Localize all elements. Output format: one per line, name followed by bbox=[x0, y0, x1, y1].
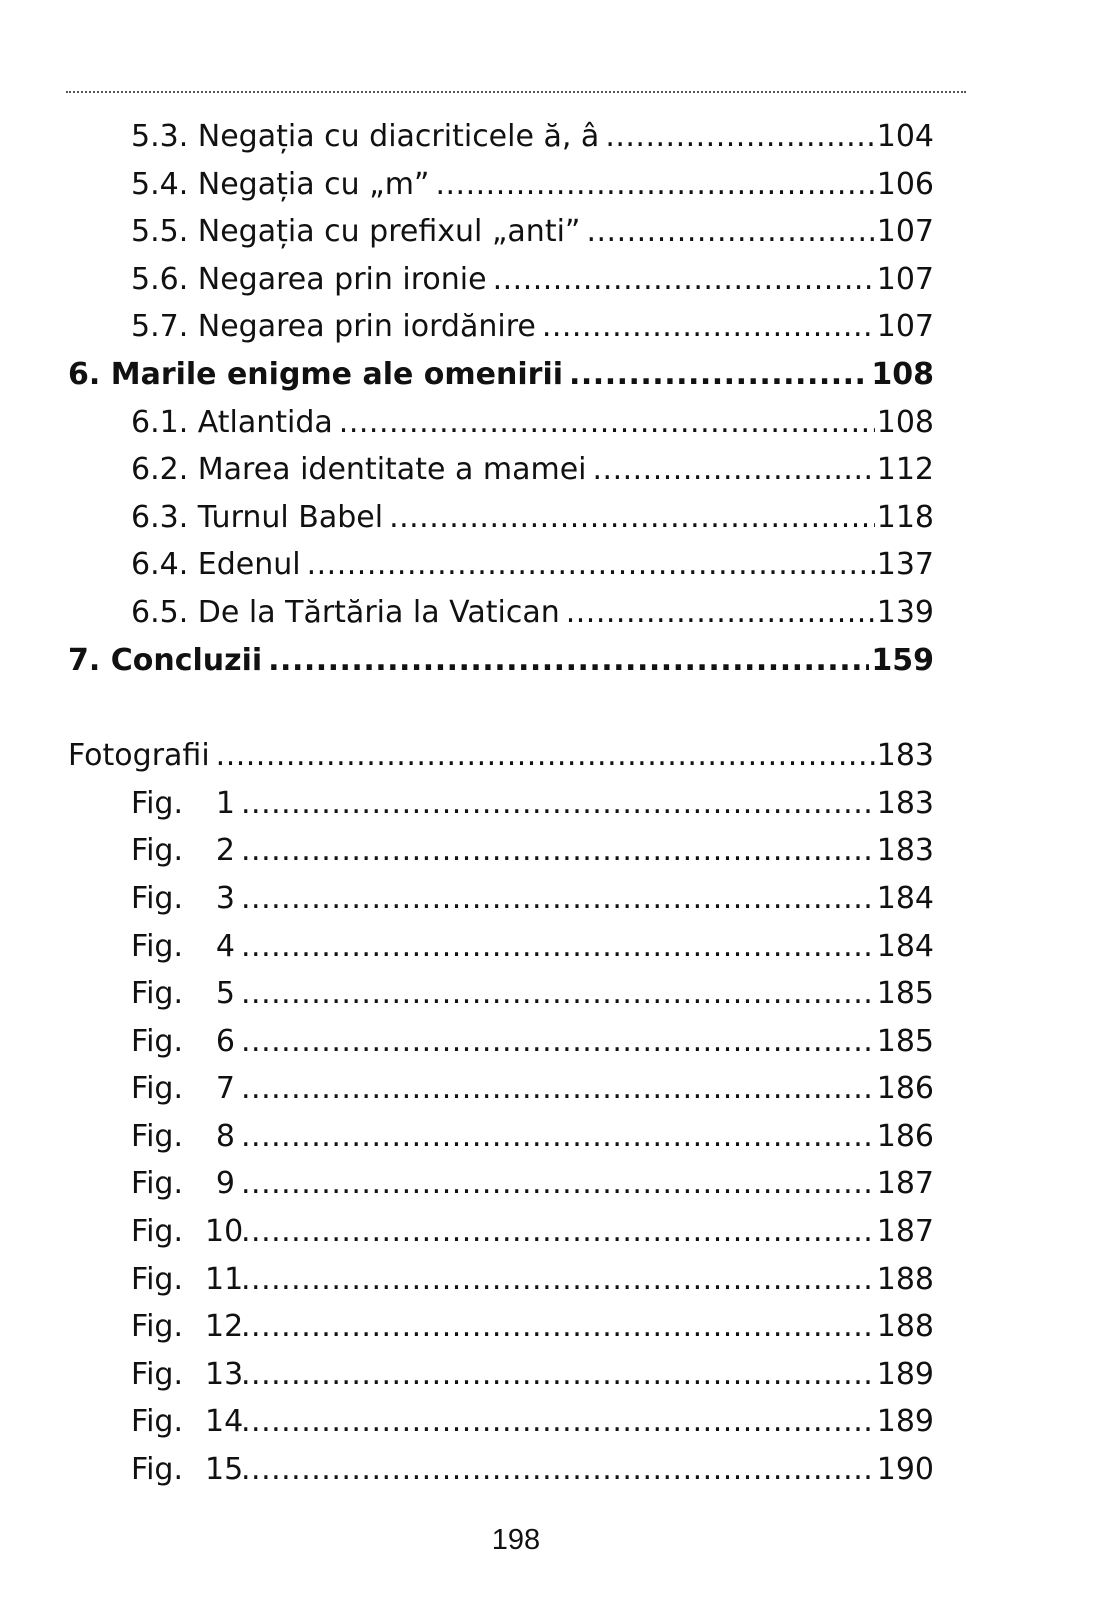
figure-number: 5 bbox=[215, 976, 235, 1012]
figure-number: 14 bbox=[205, 1404, 244, 1440]
figure-prefix: Fig. bbox=[131, 833, 183, 869]
dot-leader bbox=[493, 256, 875, 304]
toc-entry-figure[interactable] bbox=[68, 1160, 934, 1208]
dot-leader bbox=[241, 1303, 875, 1351]
figure-prefix: Fig. bbox=[131, 1023, 183, 1059]
toc-entry-figure[interactable] bbox=[68, 1446, 934, 1494]
figure-prefix: Fig. bbox=[131, 1214, 183, 1250]
dotted-top-rule bbox=[66, 91, 966, 93]
toc-entry-label: 5.7. Negarea prin iordănire bbox=[131, 309, 536, 345]
toc-entry-page: 107 bbox=[876, 309, 934, 345]
toc-entry-page: 188 bbox=[876, 1309, 934, 1345]
toc-entry-label: 6.5. De la Tărtăria la Vatican bbox=[131, 594, 560, 630]
figure-number: 9 bbox=[215, 1166, 235, 1202]
figure-prefix: Fig. bbox=[131, 880, 183, 916]
toc-entry-page: 190 bbox=[876, 1452, 934, 1488]
toc-entry-figure[interactable] bbox=[68, 780, 934, 828]
dot-leader bbox=[241, 1351, 875, 1399]
figure-prefix: Fig. bbox=[131, 1071, 183, 1107]
figure-number: 11 bbox=[205, 1261, 244, 1297]
toc-entry-page: 189 bbox=[876, 1356, 934, 1392]
figure-number: 15 bbox=[205, 1452, 244, 1488]
toc-entry-label: 5.5. Negația cu prefixul „anti” bbox=[131, 214, 581, 250]
toc-entry-5-4[interactable] bbox=[68, 161, 934, 209]
table-of-contents bbox=[68, 113, 934, 1494]
dot-leader bbox=[542, 303, 875, 351]
toc-entry-page: 118 bbox=[876, 499, 934, 535]
dot-leader bbox=[241, 1446, 875, 1494]
toc-entry-page: 183 bbox=[876, 738, 934, 774]
toc-entry-figure[interactable] bbox=[68, 1208, 934, 1256]
dot-leader bbox=[241, 875, 875, 923]
toc-entry-page: 183 bbox=[876, 785, 934, 821]
toc-entry-figure[interactable] bbox=[68, 827, 934, 875]
toc-entry-page: 183 bbox=[876, 833, 934, 869]
dot-leader bbox=[241, 1018, 875, 1066]
toc-entry-page: 184 bbox=[876, 880, 934, 916]
dot-leader bbox=[593, 446, 875, 494]
toc-entry-label: 6.4. Edenul bbox=[131, 547, 301, 583]
toc-entry-6-1[interactable] bbox=[68, 399, 934, 447]
toc-entry-5-5[interactable] bbox=[68, 208, 934, 256]
toc-entry-page: 188 bbox=[876, 1261, 934, 1297]
toc-entry-page: 104 bbox=[876, 119, 934, 154]
dot-leader bbox=[339, 399, 875, 447]
dot-leader bbox=[241, 1160, 875, 1208]
figure-number: 8 bbox=[215, 1118, 235, 1154]
page-number: 198 bbox=[491, 1524, 541, 1556]
toc-entry-label: 6.1. Atlantida bbox=[131, 404, 333, 440]
figure-number: 7 bbox=[215, 1071, 235, 1107]
toc-entry-page: 184 bbox=[876, 928, 934, 964]
dot-leader bbox=[586, 208, 874, 256]
figure-number: 4 bbox=[215, 928, 235, 964]
toc-entry-figure[interactable] bbox=[68, 1113, 934, 1161]
dot-leader bbox=[241, 780, 875, 828]
figure-number: 13 bbox=[205, 1356, 244, 1392]
toc-entry-page: 186 bbox=[876, 1118, 934, 1154]
dot-leader bbox=[241, 1113, 875, 1161]
toc-entry-figure[interactable] bbox=[68, 1065, 934, 1113]
figure-prefix: Fig. bbox=[131, 1118, 183, 1154]
toc-entry-chapter-6[interactable] bbox=[68, 351, 934, 399]
dot-leader bbox=[216, 732, 875, 780]
figure-number: 1 bbox=[215, 785, 235, 821]
dot-leader bbox=[241, 1398, 875, 1446]
toc-entry-page: 186 bbox=[876, 1071, 934, 1107]
dot-leader bbox=[566, 589, 875, 637]
toc-entry-figure[interactable] bbox=[68, 1398, 934, 1446]
figure-number: 6 bbox=[215, 1023, 235, 1059]
toc-entry-page: 187 bbox=[876, 1214, 934, 1250]
toc-entry-label: 5.6. Negarea prin ironie bbox=[131, 261, 487, 297]
toc-entry-5-6[interactable] bbox=[68, 256, 934, 304]
dot-leader bbox=[307, 541, 875, 589]
dot-leader bbox=[241, 923, 875, 971]
figure-number: 12 bbox=[205, 1309, 244, 1345]
toc-entry-page: 108 bbox=[871, 356, 934, 392]
toc-entry-page: 185 bbox=[876, 976, 934, 1012]
figure-prefix: Fig. bbox=[131, 1404, 183, 1440]
toc-entry-page: 112 bbox=[876, 452, 934, 488]
toc-entry-page: 139 bbox=[876, 594, 934, 630]
toc-entry-page: 159 bbox=[871, 642, 934, 678]
toc-entry-page: 107 bbox=[876, 214, 934, 250]
toc-entry-figure[interactable] bbox=[68, 970, 934, 1018]
toc-entry-chapter-7[interactable] bbox=[68, 637, 934, 685]
toc-entry-page: 189 bbox=[876, 1404, 934, 1440]
toc-entry-5-3[interactable] bbox=[68, 113, 934, 161]
toc-entry-page: 187 bbox=[876, 1166, 934, 1202]
toc-entry-label: 6. Marile enigme ale omenirii bbox=[68, 356, 564, 392]
dot-leader bbox=[435, 161, 874, 209]
toc-entry-5-7[interactable] bbox=[68, 303, 934, 351]
figure-prefix: Fig. bbox=[131, 1261, 183, 1297]
toc-entry-figure[interactable] bbox=[68, 1303, 934, 1351]
figure-prefix: Fig. bbox=[131, 1166, 183, 1202]
toc-entry-6-4[interactable] bbox=[68, 541, 934, 589]
toc-entry-figure[interactable] bbox=[68, 923, 934, 971]
toc-entry-label: 5.3. Negația cu diacriticele ă, â bbox=[131, 119, 600, 154]
toc-entry-6-3[interactable] bbox=[68, 494, 934, 542]
figure-prefix: Fig. bbox=[131, 1356, 183, 1392]
dot-leader bbox=[241, 827, 875, 875]
toc-entry-page: 185 bbox=[876, 1023, 934, 1059]
toc-entry-label: Fotografii bbox=[68, 738, 210, 774]
toc-entry-label: 6.2. Marea identitate a mamei bbox=[131, 452, 587, 488]
toc-entry-figure[interactable] bbox=[68, 1018, 934, 1066]
figure-prefix: Fig. bbox=[131, 1309, 183, 1345]
dot-leader bbox=[605, 113, 874, 161]
toc-entry-label: 5.4. Negația cu „m” bbox=[131, 166, 430, 202]
toc-entry-figure[interactable] bbox=[68, 1351, 934, 1399]
toc-entry-page: 137 bbox=[876, 547, 934, 583]
dot-leader bbox=[241, 1065, 875, 1113]
dot-leader bbox=[241, 1256, 875, 1304]
dot-leader bbox=[241, 1208, 875, 1256]
toc-entry-6-2[interactable] bbox=[68, 446, 934, 494]
toc-entry-6-5[interactable] bbox=[68, 589, 934, 637]
figure-prefix: Fig. bbox=[131, 976, 183, 1012]
toc-entry-page: 106 bbox=[876, 166, 934, 202]
dot-leader bbox=[241, 970, 875, 1018]
figure-prefix: Fig. bbox=[131, 928, 183, 964]
figure-number: 10 bbox=[205, 1214, 244, 1250]
toc-entry-photos[interactable] bbox=[68, 732, 934, 780]
figure-prefix: Fig. bbox=[131, 1452, 183, 1488]
toc-entry-figure[interactable] bbox=[68, 875, 934, 923]
toc-entry-page: 108 bbox=[876, 404, 934, 440]
dot-leader bbox=[268, 637, 869, 685]
toc-entry-page: 107 bbox=[876, 261, 934, 297]
figure-number: 3 bbox=[215, 880, 235, 916]
toc-entry-label: 6.3. Turnul Babel bbox=[131, 499, 384, 535]
figure-number: 2 bbox=[215, 833, 235, 869]
toc-entry-figure[interactable] bbox=[68, 1256, 934, 1304]
dot-leader bbox=[569, 351, 869, 399]
dot-leader bbox=[389, 494, 875, 542]
toc-entry-label: 7. Concluzii bbox=[68, 642, 263, 678]
figure-prefix: Fig. bbox=[131, 785, 183, 821]
